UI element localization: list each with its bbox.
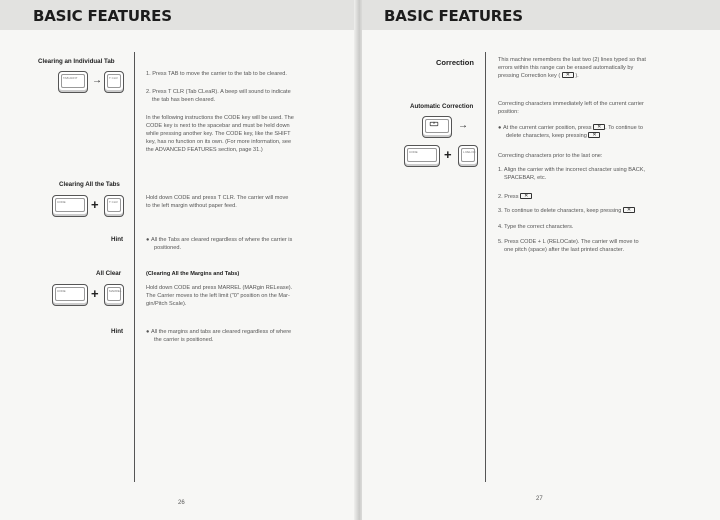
label-clear-all-tabs: Clearing All the Tabs [59,181,120,188]
marrel-key-label: MARREL [109,289,122,293]
code-key-3-label: CODE [409,150,418,154]
hint-1-text: ● All the Tabs are cleared regardless of where the carrier is positioned. [146,237,293,251]
code-key-3 [404,145,440,167]
correction-key [422,116,452,138]
label-hint-2: Hint [111,328,124,335]
clear-all-tabs-text: Hold down CODE and press T CLR. The carrier will move to the left margin without paper feed. [146,195,289,209]
left-page-number: 26 [178,500,185,506]
tab-key [58,71,88,93]
code-key [52,195,88,217]
correct-prior-text: Correcting characters prior to the last one: [498,153,603,159]
step-2-press: 2. Press ✕ [498,193,708,201]
right-page [362,0,720,520]
all-clear-text: (Clearing All the Margins and Tabs) Hold down CODE and press MARREL (MARgin RELease). The Carrier moves to the left limit ("0" position on the Mar- gin/Pitch Scale). [146,271,293,307]
plus-icon-2: + [91,286,99,301]
t-clr-key-2-label: T CLR [109,200,118,204]
plus-icon: + [91,197,99,212]
left-header-title: BASIC FEATURES [33,7,172,25]
step-3-continue: 3. To continue to delete characters, keep pressing ✕ [498,207,708,215]
label-auto-correction: Automatic Correction [410,103,474,110]
correction-key-glyph-icon [430,122,438,126]
right-column-rule [485,52,486,482]
correction-intro: This machine remembers the last two (2) lines typed so that errors within this range can be erased automatically by pressing Correction key ( ✕ ). [498,56,708,80]
step-4-type: 4. Type the correct characters. [498,224,574,230]
step-5-reloc: 5. Press CODE + L (RELOCate). The carrier will move to one pitch (space) after the last printed character. [498,239,639,253]
left-column-rule [134,52,135,482]
bksp-icon-1 [593,124,605,130]
right-header-title: BASIC FEATURES [384,7,523,25]
left-page [0,0,358,520]
code-key-2 [52,284,88,306]
right-page-number: 27 [536,496,543,502]
label-all-clear: All Clear [96,270,122,277]
correct-left-text: Correcting characters immediately left of the current carrier position: [498,101,644,115]
t-clr-key-label: T CLR [109,76,118,80]
step-press-tclr: 2. Press T CLR (Tab CLeaR). A beep will sound to indicate the tab has been cleared. [146,89,291,103]
label-clear-tab: Clearing an Individual Tab [38,58,115,65]
correct-left-bullet: ● At the current carrier position, press ✕ . To continue to delete characters, keep pressing ✕ [498,124,708,140]
label-hint-1: Hint [111,236,124,243]
l-reloc-key [458,145,478,167]
t-clr-key-2 [104,195,124,217]
label-correction: Correction [436,58,474,67]
t-clr-key [104,71,124,93]
bksp-icon-4 [623,207,635,213]
arrow-icon-2: → [458,120,468,131]
plus-icon-3: + [444,147,452,162]
arrow-icon: → [92,75,102,86]
step-1-align: 1. Align the carrier with the incorrect character using BACK, SPACEBAR, etc. [498,167,646,181]
correction-key-icon [562,72,574,78]
tab-key-label: TAB ADNT [63,76,78,80]
l-reloc-key-label: L RELOC [463,150,476,154]
step-press-tab: 1. Press TAB to move the carrier to the tab to be cleared. [146,71,287,77]
code-key-label: CODE [57,200,66,204]
bksp-icon-3 [520,193,532,199]
code-key-2-label: CODE [57,289,66,293]
bksp-icon-2 [588,132,600,138]
marrel-key [104,284,124,306]
hint-2-text: ● All the margins and tabs are cleared regardless of where the carrier is positioned. [146,329,292,343]
code-key-note: In the following instructions the CODE key will be used. The CODE key is next to the spacebar and must be held down while pressing another key. The CODE key, like the SHIFT key, has no function on its own. (For more information, see the ADVANCED FEATURES section, page 31.) [146,115,294,153]
